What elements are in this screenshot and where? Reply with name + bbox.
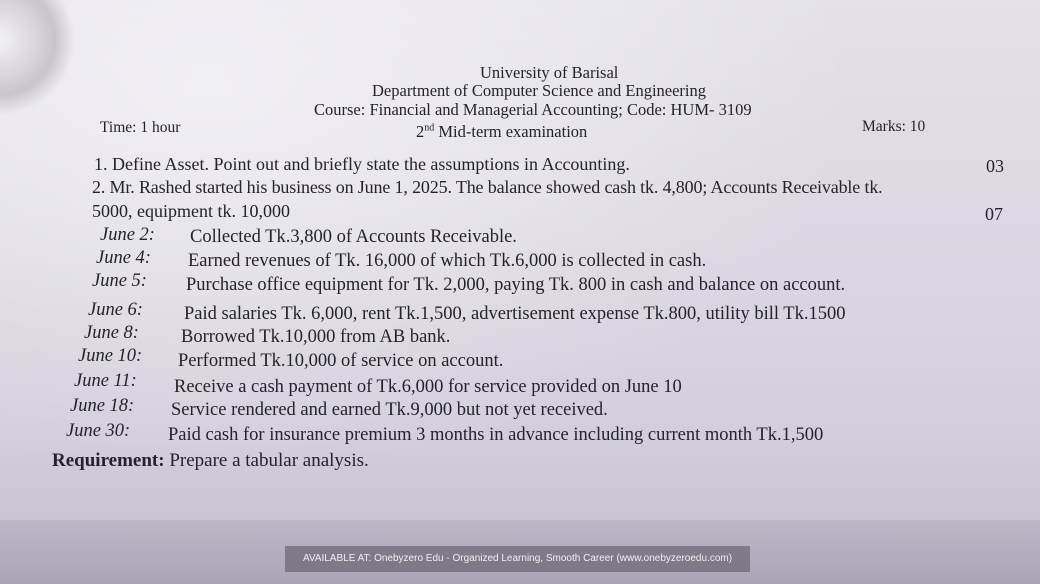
exam-title	[416, 122, 587, 142]
transaction-text: Purchase office equipment for Tk. 2,000, paying Tk. 800 in cash and balance on account.	[186, 275, 846, 295]
question-2-cont: 5000, equipment tk. 10,000	[92, 201, 290, 221]
question-1: 1. Define Asset. Point out and briefly state the assumptions in Accounting.	[94, 154, 630, 174]
transaction-text: Performed Tk.10,000 of service on account.	[178, 351, 504, 371]
transaction-date: June 10:	[78, 346, 143, 366]
requirement-line	[52, 450, 369, 472]
university-name: University of Barisal	[480, 63, 619, 82]
time-label: Time: 1 hour	[100, 119, 181, 136]
department-name: Department of Computer Science and Engineering	[372, 81, 707, 100]
requirement-text: Prepare a tabular analysis.	[164, 450, 369, 471]
transaction-date: June 11:	[74, 371, 137, 391]
transaction-date: June 4:	[96, 248, 151, 268]
transaction-text: Collected Tk.3,800 of Accounts Receivable.	[190, 227, 517, 247]
transaction-date: June 8:	[84, 323, 139, 343]
exam-ordinal: nd	[424, 122, 435, 134]
question-2: 2. Mr. Rashed started his business on June 1, 2025. The balance showed cash tk. 4,800; Accounts Receivable tk.	[92, 177, 883, 197]
transaction-date: June 6:	[88, 300, 143, 320]
transaction-text: Earned revenues of Tk. 16,000 of which Tk.6,000 is collected in cash.	[188, 251, 707, 271]
transaction-text: Paid cash for insurance premium 3 months in advance including current month Tk.1,500	[168, 425, 824, 445]
transaction-text: Service rendered and earned Tk.9,000 but not yet received.	[171, 400, 608, 420]
transaction-date: June 30:	[66, 421, 131, 441]
transaction-text: Paid salaries Tk. 6,000, rent Tk.1,500, advertisement expense Tk.800, utility bill Tk.1500	[184, 304, 846, 324]
transaction-date: June 18:	[70, 396, 135, 416]
transaction-date: June 2:	[100, 225, 155, 245]
question-2-marks: 07	[985, 204, 1003, 224]
transaction-text: Borrowed Tk.10,000 from AB bank.	[181, 327, 451, 347]
question-1-marks: 03	[986, 156, 1004, 176]
transaction-date: June 5:	[92, 271, 147, 291]
exam-name: Mid-term examination	[434, 122, 588, 141]
course-line: Course: Financial and Managerial Accounting; Code: HUM- 3109	[314, 100, 752, 119]
exam-number: 2	[416, 122, 425, 141]
transaction-text: Receive a cash payment of Tk.6,000 for service provided on June 10	[174, 377, 682, 397]
requirement-label: Requirement:	[52, 450, 165, 471]
marks-label: Marks: 10	[862, 118, 926, 135]
footer-banner: AVAILABLE AT: Onebyzero Edu - Organized Learning, Smooth Career (www.onebyzeroedu.com)	[285, 546, 750, 572]
